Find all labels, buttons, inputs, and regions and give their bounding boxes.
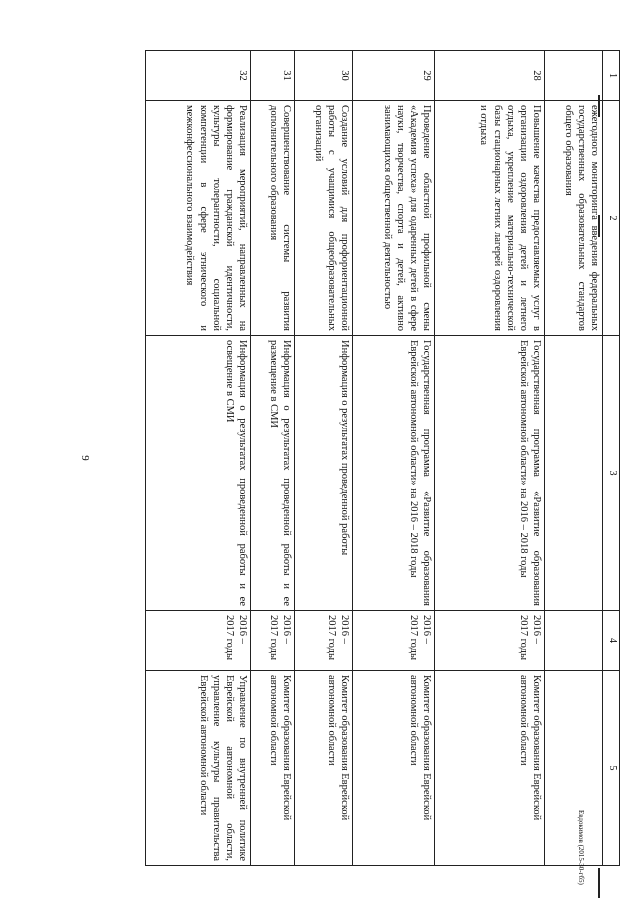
header-cell: 5 xyxy=(603,671,620,866)
event-cell: Реализация мероприятий, направленных на формирование гражданской идентичности, культуры толерантности, социальной компетенции в сфере этнического и межконфессионального взаимодействия xyxy=(146,101,251,336)
table-row xyxy=(295,51,353,866)
page-number: 9 xyxy=(78,455,91,461)
term-cell: 2016 – 2017 годы xyxy=(353,611,435,671)
table-header-row xyxy=(603,51,620,866)
table-row xyxy=(545,51,603,866)
form-cell: Информация о результатах проведенной работы xyxy=(295,336,353,611)
executor-cell: Комитет образования Еврейской автономной области xyxy=(295,671,353,866)
term-cell: 2016 – 2017 годы xyxy=(251,611,295,671)
event-cell: Создание условий для профориентационной работы с учащимися общеобразовательных организаций xyxy=(295,101,353,336)
executor-cell: Комитет образования Еврейской автономной области xyxy=(251,671,295,866)
form-cell xyxy=(545,336,603,611)
event-cell: Проведение областной профильной смены «Академия успеха» для одаренных детей в сфере науки, творчества, спорта и детей, активно занимающихся общественной деятельностью xyxy=(353,101,435,336)
row-number: 31 xyxy=(251,51,295,101)
executor-cell: Комитет образования Еврейской автономной области xyxy=(353,671,435,866)
term-cell: 2016 – 2017 годы xyxy=(295,611,353,671)
term-cell: 2016 – 2017 годы xyxy=(146,611,251,671)
header-cell: 1 xyxy=(603,51,620,101)
row-number: 28 xyxy=(435,51,545,101)
event-cell: Повышение качества предоставляемых услуг в организации оздоровления детей и летнего отдыха, укрепление материально-технической базы стационарных летних лагерей оздоровления и отдыха xyxy=(435,101,545,336)
row-number: 29 xyxy=(353,51,435,101)
executor-cell xyxy=(545,671,603,866)
header-cell: 2 xyxy=(603,101,620,336)
document-footer: Евдокимов (2015-30-гб5) xyxy=(577,810,585,885)
rotated-table-wrapper xyxy=(100,50,620,865)
form-cell: Государственная программа «Развитие образования Еврейской автономной области» на 2016 – 2018 годы xyxy=(353,336,435,611)
event-cell: Совершенствование системы развития дополнительного образования xyxy=(251,101,295,336)
event-cell: ежегодного мониторинга введения федеральных государственных образовательных стандартов общего образования xyxy=(545,101,603,336)
executor-cell: Управление по внутренней политике Еврейской автономной области, управление культуры правительства Еврейской автономной области xyxy=(146,671,251,866)
header-cell: 3 xyxy=(603,336,620,611)
row-number: 32 xyxy=(146,51,251,101)
executor-cell: Комитет образования Еврейской автономной области xyxy=(435,671,545,866)
table-row xyxy=(146,51,251,866)
term-cell: 2016 – 2017 годы xyxy=(435,611,545,671)
header-cell: 4 xyxy=(603,611,620,671)
table-row xyxy=(251,51,295,866)
row-number: 30 xyxy=(295,51,353,101)
form-cell: Информация о результатах проведенной работы и ее размещение в СМИ xyxy=(251,336,295,611)
form-cell: Государственная программа «Развитие образования Еврейской автономной области» на 2016 – 2018 годы xyxy=(435,336,545,611)
term-cell xyxy=(545,611,603,671)
table-row xyxy=(435,51,545,866)
row-number xyxy=(545,51,603,101)
form-cell: Информация о результатах проведенной работы и ее освещение в СМИ xyxy=(146,336,251,611)
table-row xyxy=(353,51,435,866)
scan-edge-mark xyxy=(598,868,600,898)
events-table xyxy=(145,50,620,866)
